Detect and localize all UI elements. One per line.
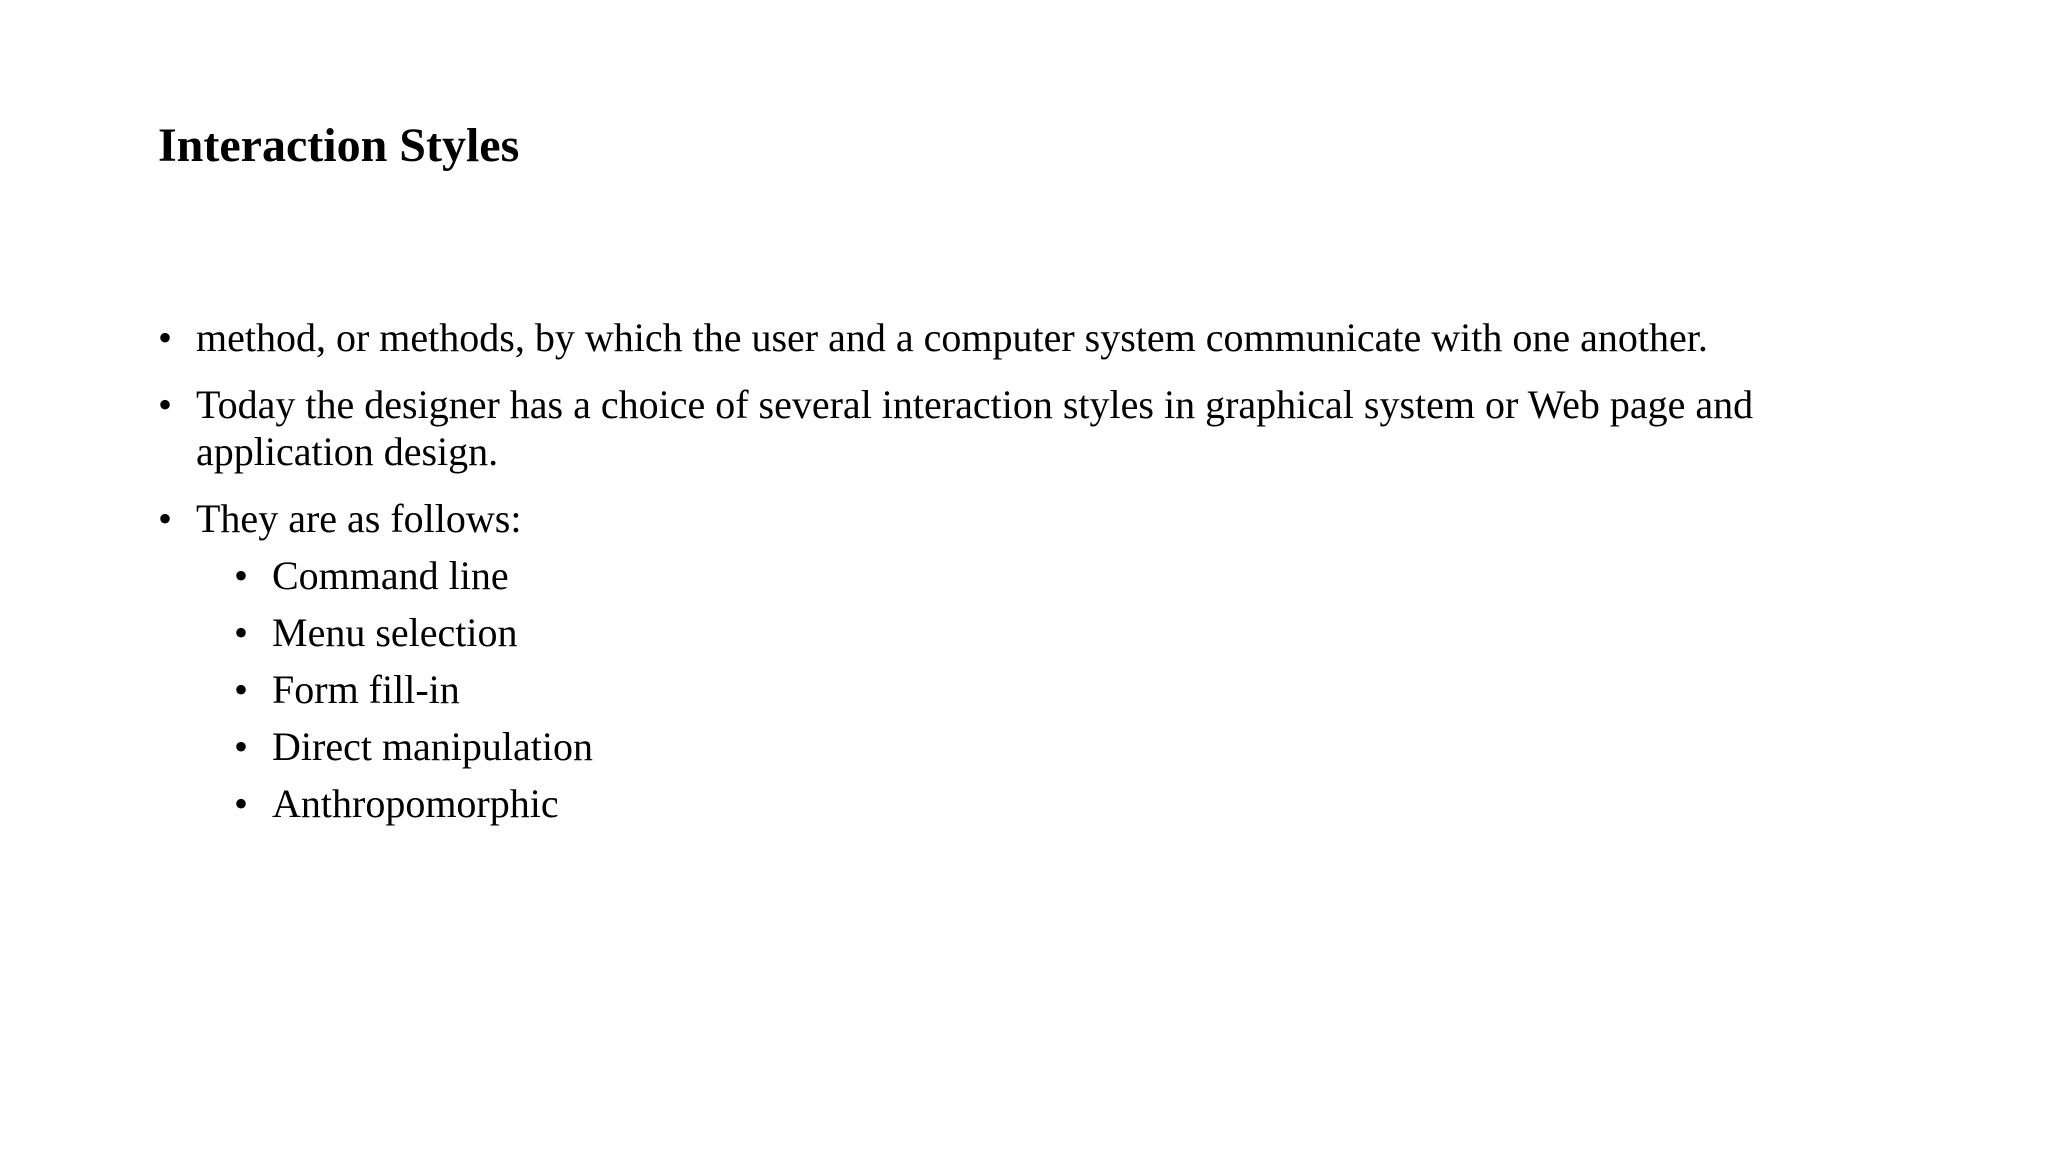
sub-bullet-form-fill-in: • Form fill-in bbox=[196, 666, 1918, 713]
slide-title: Interaction Styles bbox=[158, 119, 520, 172]
bullet-text: Today the designer has a choice of several interaction styles in graphical system or Web page and application design. bbox=[196, 382, 1754, 474]
sub-bullet-direct-manipulation: • Direct manipulation bbox=[196, 723, 1918, 770]
bullet-text: method, or methods, by which the user and a computer system communicate with one another. bbox=[196, 315, 1708, 360]
bullet-item-definition bbox=[158, 314, 1918, 361]
bullet-text: They are as follows: bbox=[196, 496, 522, 541]
bullet-list bbox=[158, 314, 1918, 837]
sub-bullet-command-line: • Command line bbox=[196, 552, 1918, 599]
sub-bullet-anthropomorphic: • Anthropomorphic bbox=[196, 780, 1918, 827]
bullet-item-follows bbox=[158, 495, 1918, 827]
sub-bullet-menu-selection: • Menu selection bbox=[196, 609, 1918, 656]
sub-bullet-list bbox=[196, 552, 1918, 827]
bullet-item-designer-choice bbox=[158, 381, 1918, 475]
